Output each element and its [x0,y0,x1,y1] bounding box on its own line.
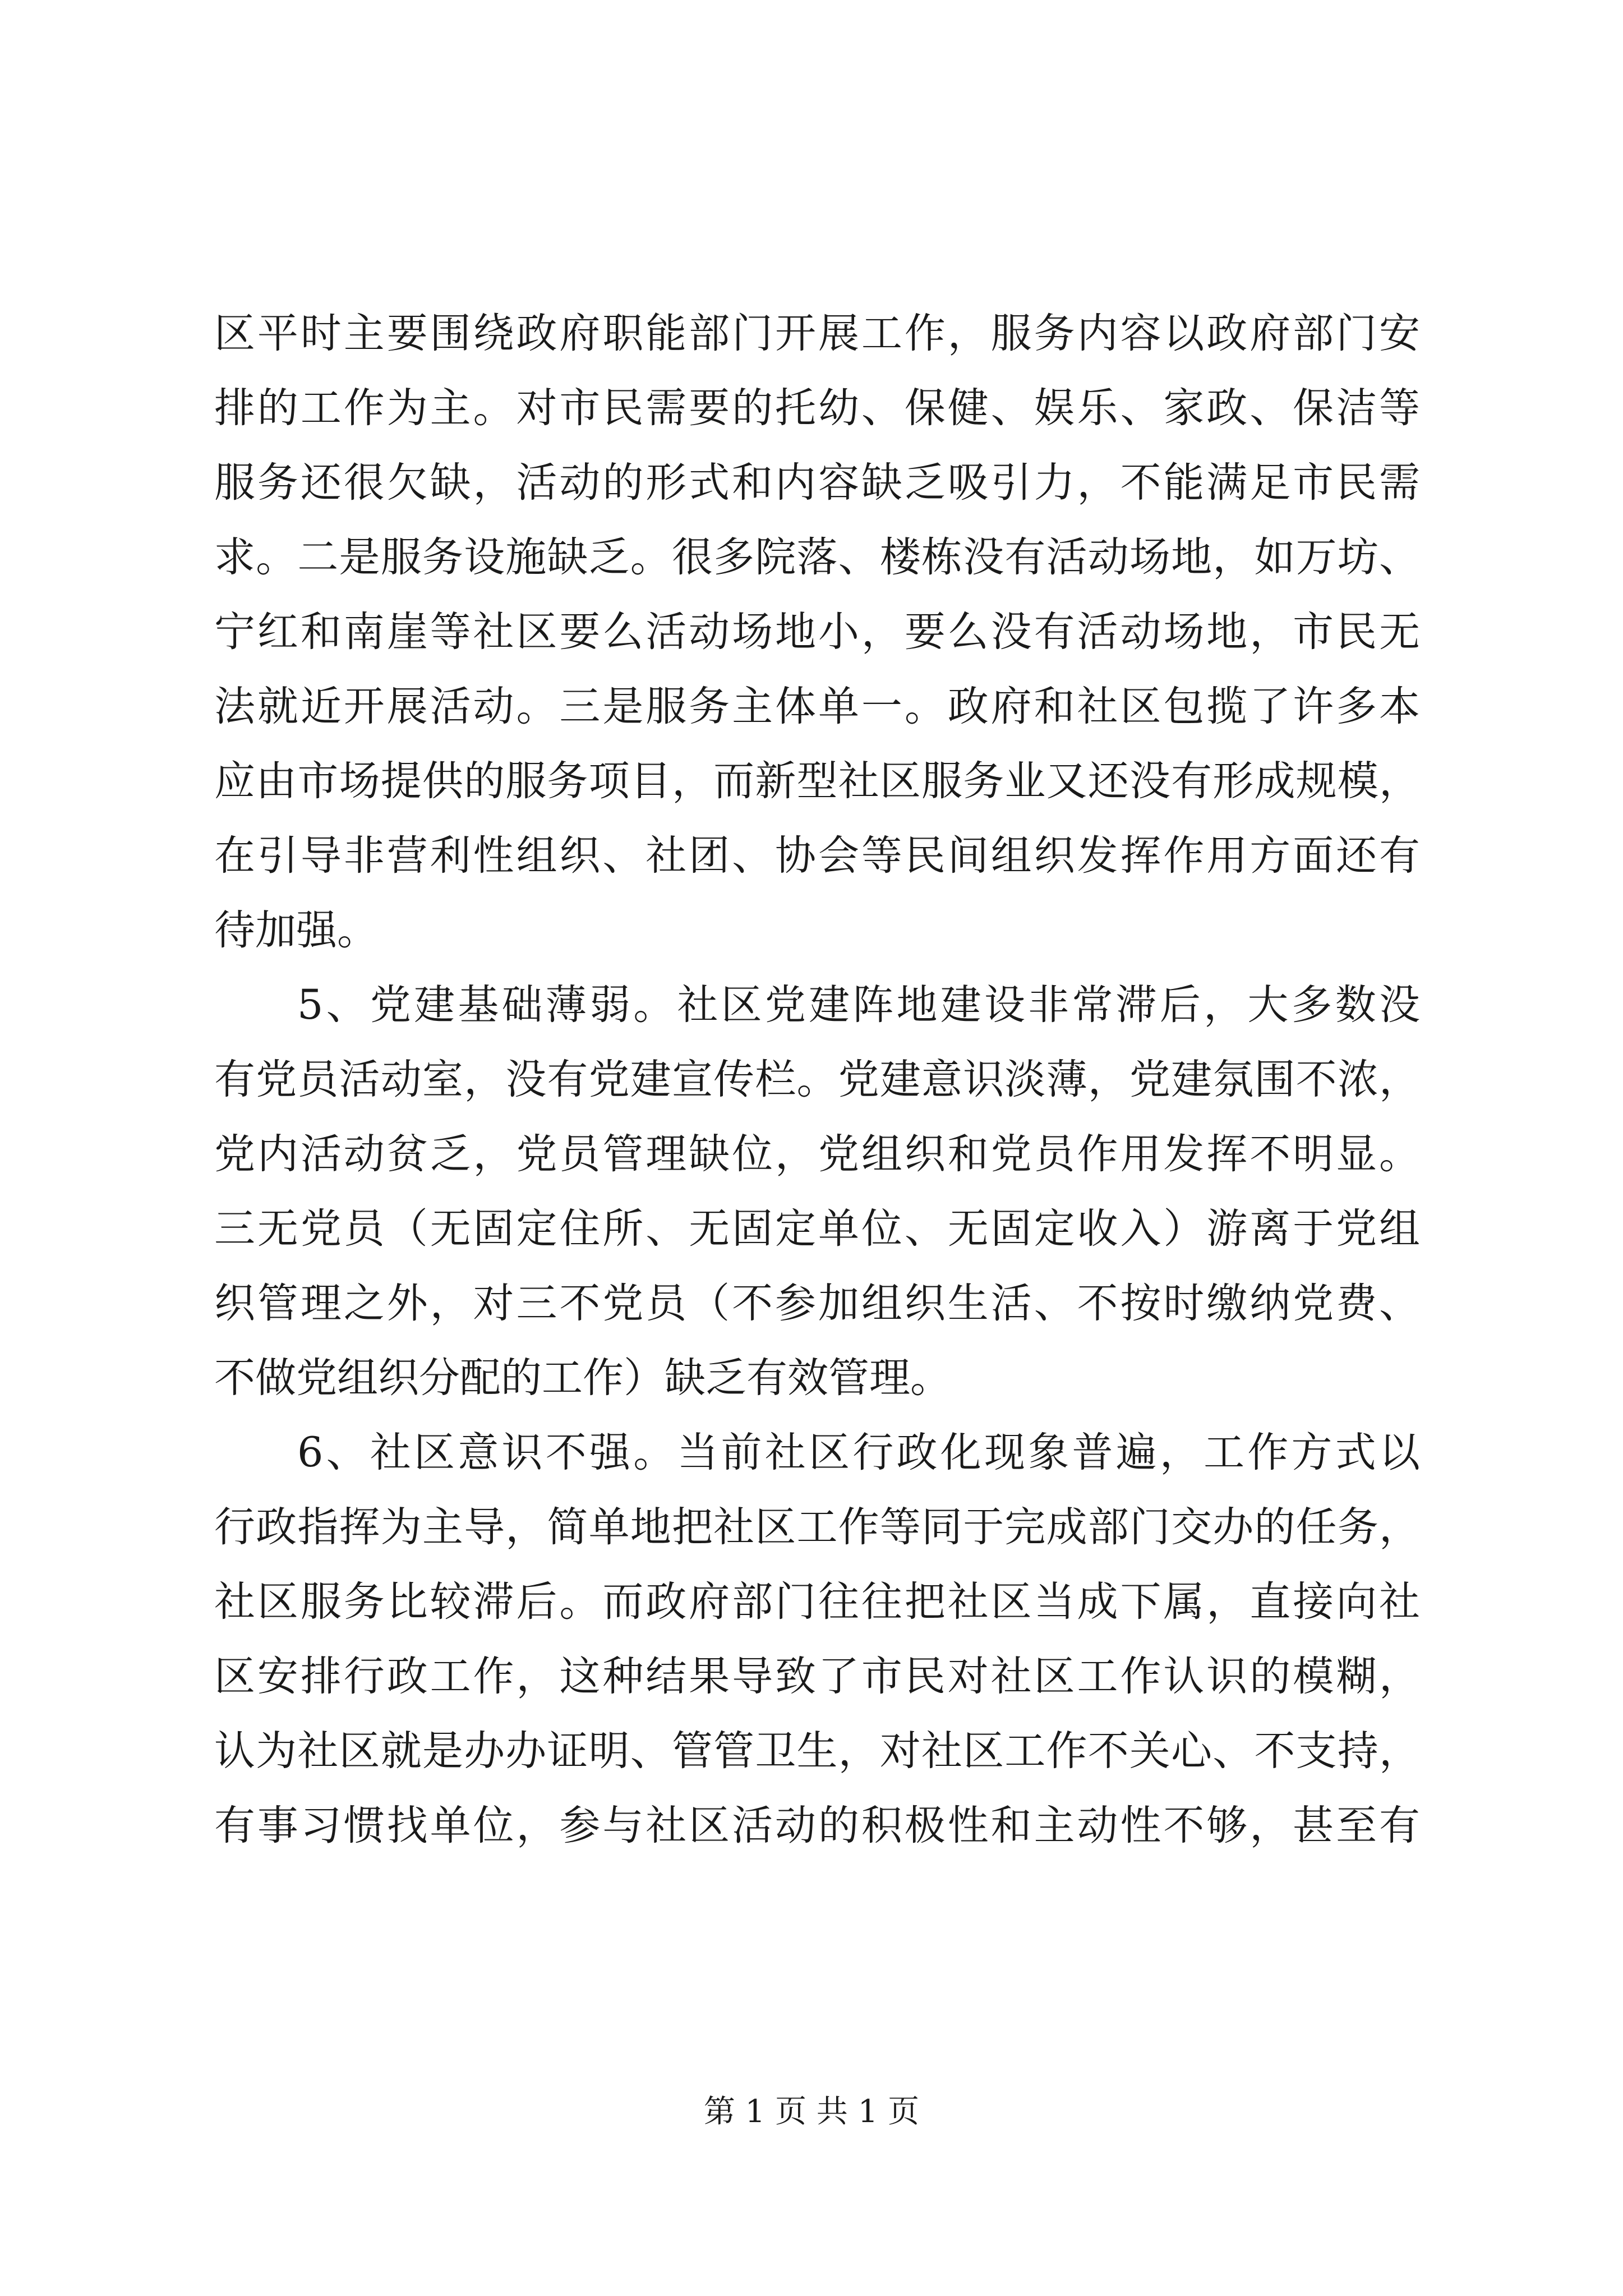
text-line: 区安排行政工作，这种结果导致了市民对社区工作认识的模糊， [214,1653,1420,1700]
text-line: 党内活动贫乏，党员管理缺位，党组织和党员作用发挥不明显。 [214,1130,1420,1178]
text-line: 行政指挥为主导，简单地把社区工作等同于完成部门交办的任务， [214,1503,1420,1551]
text-line: 应由市场提供的服务项目，而新型社区服务业又还没有形成规模， [214,757,1420,805]
document-body [214,296,1420,1863]
text-line: 有党员活动室，没有党建宣传栏。党建意识淡薄，党建氛围不浓， [214,1056,1420,1103]
text-line: 区平时主要围绕政府职能部门开展工作，服务内容以政府部门安 [214,310,1420,357]
page-footer: 第 1 页 共 1 页 [703,2093,920,2130]
paragraph-6-first-line: 6、社区意识不强。当前社区行政化现象普遍，工作方式以 [297,1429,1420,1476]
text-line: 有事习惯找单位，参与社区活动的积极性和主动性不够，甚至有 [214,1802,1420,1849]
paragraph-5-first-line: 5、党建基础薄弱。社区党建阵地建设非常滞后，大多数没 [297,981,1420,1029]
text-line: 织管理之外，对三不党员（不参加组织生活、不按时缴纳党费、 [214,1280,1420,1327]
text-line: 待加强。 [214,907,378,954]
text-line: 排的工作为主。对市民需要的托幼、保健、娱乐、家政、保洁等 [214,384,1420,432]
text-line: 法就近开展活动。三是服务主体单一。政府和社区包揽了许多本 [214,683,1420,730]
text-line: 社区服务比较滞后。而政府部门往往把社区当成下属，直接向社 [214,1578,1420,1626]
text-line: 在引导非营利性组织、社团、协会等民间组织发挥作用方面还有 [214,832,1420,880]
text-line: 宁红和南崖等社区要么活动场地小，要么没有活动场地，市民无 [214,608,1420,656]
text-line: 服务还很欠缺，活动的形式和内容缺乏吸引力，不能满足市民需 [214,459,1420,507]
text-line: 不做党组织分配的工作）缺乏有效管理。 [214,1354,951,1402]
text-line: 三无党员（无固定住所、无固定单位、无固定收入）游离于党组 [214,1205,1420,1253]
text-line: 求。二是服务设施缺乏。很多院落、楼栋没有活动场地，如万坊、 [214,533,1420,581]
text-line: 认为社区就是办办证明、管管卫生，对社区工作不关心、不支持， [214,1727,1420,1775]
